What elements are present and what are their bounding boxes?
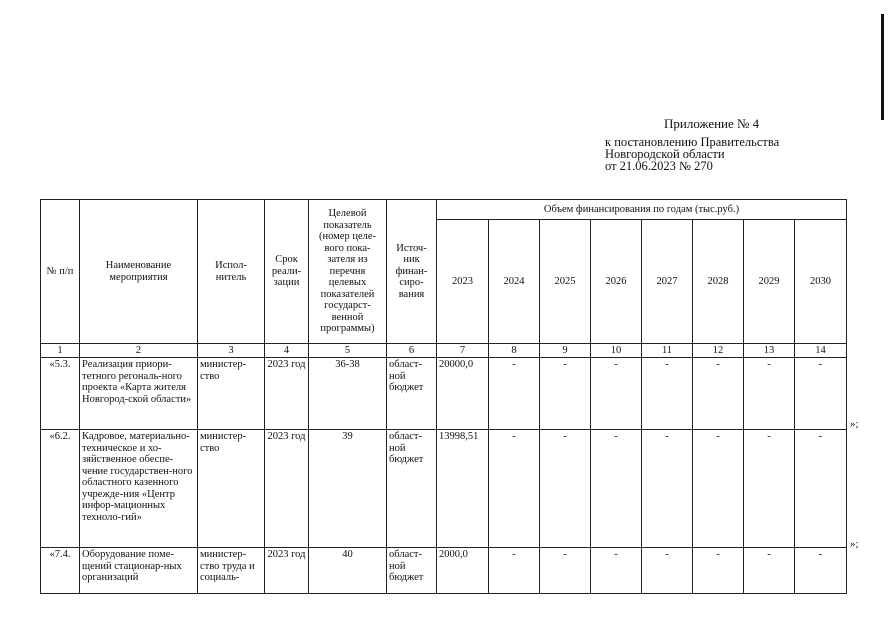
- column-number: 1: [41, 344, 80, 358]
- header-executor: Испол-нитель: [198, 200, 265, 344]
- row-target: 40: [309, 548, 387, 594]
- row-name: Оборудование поме-щений стационар-ных организаций: [80, 548, 198, 594]
- column-number: 4: [265, 344, 309, 358]
- decree-line: Новгородской области: [605, 147, 725, 161]
- row-period: 2023 год: [265, 358, 309, 430]
- decree-line: к постановлению Правительства: [605, 135, 780, 149]
- column-number: 13: [744, 344, 795, 358]
- row-value: -: [540, 548, 591, 594]
- row-executor: министер-ство: [198, 358, 265, 430]
- row-period: 2023 год: [265, 430, 309, 548]
- row-value: -: [489, 430, 540, 548]
- row-closing-mark: »;: [850, 538, 859, 550]
- row-value: -: [642, 358, 693, 430]
- row-value: -: [489, 548, 540, 594]
- row-value: -: [540, 358, 591, 430]
- row-value: -: [642, 548, 693, 594]
- decree-reference: [605, 136, 779, 172]
- row-period: 2023 год: [265, 548, 309, 594]
- row-source: област-ной бюджет: [387, 358, 437, 430]
- row-name: Кадровое, материально-техническое и хо-зяйственное обеспе-чение государствен-ного областного казенного учрежде-ния «Центр инфор-мационных техноло-гий»: [80, 430, 198, 548]
- row-value: -: [693, 358, 744, 430]
- row-num: «7.4.: [41, 548, 80, 594]
- row-name: Реализация приори-тетного регональ-ного проекта «Карта жителя Новгород-ской области»: [80, 358, 198, 430]
- header-year: 2026: [591, 220, 642, 344]
- column-number: 8: [489, 344, 540, 358]
- column-number: 5: [309, 344, 387, 358]
- financing-table: [40, 199, 847, 594]
- header-year: 2025: [540, 220, 591, 344]
- row-value: -: [489, 358, 540, 430]
- decree-line: от 21.06.2023 № 270: [605, 159, 713, 173]
- column-number: 7: [437, 344, 489, 358]
- row-source: област-ной бюджет: [387, 548, 437, 594]
- header-year: 2027: [642, 220, 693, 344]
- row-value: -: [693, 548, 744, 594]
- row-executor: министер-ство: [198, 430, 265, 548]
- row-value: -: [540, 430, 591, 548]
- header-period: Срок реали-зации: [265, 200, 309, 344]
- header-source: Источ-ник финан-сиро-вания: [387, 200, 437, 344]
- row-value: -: [642, 430, 693, 548]
- column-number: 9: [540, 344, 591, 358]
- header-year: 2024: [489, 220, 540, 344]
- column-number: 2: [80, 344, 198, 358]
- header-year: 2030: [795, 220, 847, 344]
- row-value: -: [591, 358, 642, 430]
- row-value: 2000,0: [437, 548, 489, 594]
- header-year: 2028: [693, 220, 744, 344]
- row-closing-mark: »;: [850, 418, 859, 430]
- header-year: 2023: [437, 220, 489, 344]
- row-value: -: [795, 358, 847, 430]
- row-value: -: [744, 430, 795, 548]
- row-num: «5.3.: [41, 358, 80, 430]
- row-value: -: [795, 548, 847, 594]
- header-funding-group: Объем финансирования по годам (тыс.руб.): [437, 200, 847, 220]
- table-row: [41, 430, 847, 548]
- row-target: 39: [309, 430, 387, 548]
- row-value: -: [591, 430, 642, 548]
- column-number: 6: [387, 344, 437, 358]
- column-number: 14: [795, 344, 847, 358]
- row-value: -: [744, 548, 795, 594]
- row-value: -: [795, 430, 847, 548]
- header-num: № п/п: [41, 200, 80, 344]
- header-year: 2029: [744, 220, 795, 344]
- row-num: «6.2.: [41, 430, 80, 548]
- row-value: -: [693, 430, 744, 548]
- column-number: 10: [591, 344, 642, 358]
- column-number: 3: [198, 344, 265, 358]
- row-value: -: [591, 548, 642, 594]
- column-number: 12: [693, 344, 744, 358]
- table-row: [41, 358, 847, 430]
- column-number: 11: [642, 344, 693, 358]
- row-value: 13998,51: [437, 430, 489, 548]
- column-number-row: [41, 344, 847, 358]
- row-value: -: [744, 358, 795, 430]
- row-source: област-ной бюджет: [387, 430, 437, 548]
- row-executor: министер-ство труда и социаль-: [198, 548, 265, 594]
- header-name: Наименование мероприятия: [80, 200, 198, 344]
- page-edge-bar: [881, 14, 884, 120]
- row-value: 20000,0: [437, 358, 489, 430]
- appendix-title: Приложение № 4: [664, 116, 760, 131]
- table-row: [41, 548, 847, 594]
- header-target: Целевой показатель (номер целе-вого пока-зателя из перечня целевых показателей государст-венной программы): [309, 200, 387, 344]
- row-target: 36-38: [309, 358, 387, 430]
